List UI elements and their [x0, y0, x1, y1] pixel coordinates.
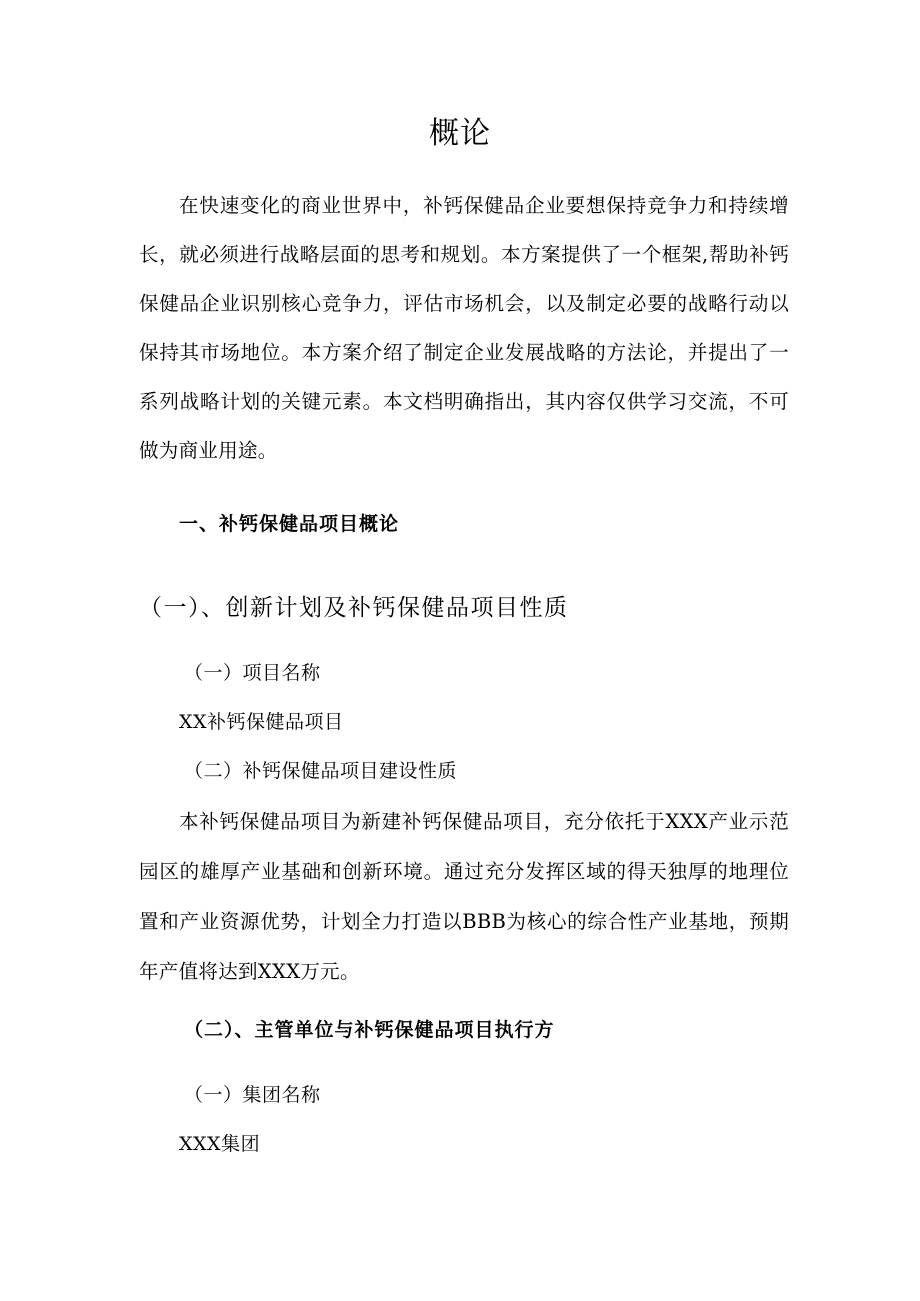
- item-value-project-name: XX补钙保健品项目: [179, 711, 344, 733]
- item-label-project-name: （一）项目名称: [184, 662, 321, 684]
- page-title: 概论: [429, 116, 491, 151]
- subsection-heading-1: （一）、创新计划及补钙保健品项目性质: [139, 595, 569, 621]
- subsection-heading-2: （二）、主管单位与补钙保健品项目执行方: [184, 1019, 555, 1041]
- project-nature-paragraph: 本补钙保健品项目为新建补钙保健品项目，充分依托于XXX产业示范园区的雄厚产业基础和创新环境。通过充分发挥区域的得天独厚的地理位置和产业资源优势，计划全力打造以BBB为核心的综合性产业基地，预期年产值将达到XXX万元。: [139, 810, 789, 983]
- item-value-group-name: XXX集团: [179, 1133, 261, 1155]
- section-heading-1: 一、补钙保健品项目概论: [179, 513, 400, 535]
- intro-paragraph: 在快速变化的商业世界中，补钙保健品企业要想保持竞争力和持续增长，就必须进行战略层面的思考和规划。本方案提供了一个框架,帮助补钙保健品企业识别核心竞争力，评估市场机会，以及制定必要的战略行动以保持其市场地位。本方案介绍了制定企业发展战略的方法论，并提出了一系列战略计划的关键元素。本文档明确指出，其内容仅供学习交流，不可做为商业用途。: [139, 194, 789, 462]
- item-label-project-nature: （二）补钙保健品项目建设性质: [184, 760, 458, 782]
- item-label-group-name: （一）集团名称: [184, 1084, 321, 1106]
